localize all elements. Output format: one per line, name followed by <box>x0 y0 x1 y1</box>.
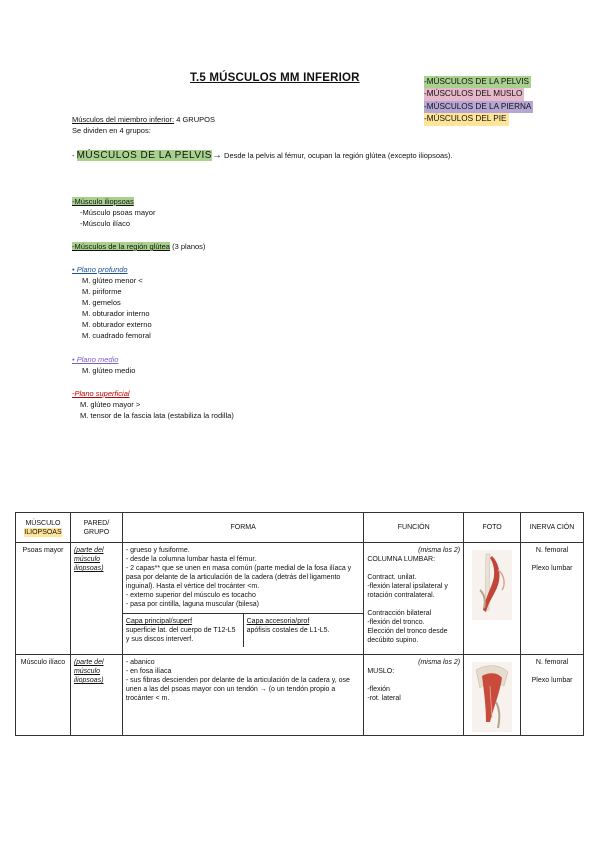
funcion-line <box>367 600 460 609</box>
header-musculo-label: MÚSCULO <box>25 519 61 527</box>
intro-line: Se dividen en 4 grupos: <box>72 126 151 135</box>
list-item: M. glúteo mayor > <box>80 400 141 409</box>
list-item: -Músculo ilíaco <box>80 219 131 228</box>
cell-forma <box>122 543 363 655</box>
cell-foto <box>464 655 521 736</box>
header-musculo-sub: ILIOPSOAS <box>24 528 62 536</box>
forma-line: - grueso y fusiforme. <box>125 547 190 554</box>
capa-principal <box>123 614 244 647</box>
glutea-tail: (3 planos) <box>169 242 206 251</box>
pelvis-description: Desde la pelvis al fémur, ocupan la región glútea (excepto iliopsoas). <box>224 151 453 160</box>
plano-profundo <box>72 264 152 341</box>
list-item: M. tensor de la fascia lata (estabiliza la rodilla) <box>80 411 234 420</box>
legend-pierna: -MÚSCULOS DE LA PIERNA <box>424 101 533 113</box>
forma-line: - sus fibras descienden por delante de la articulación de la cadera y, ose unen a las del psoas mayor con un tendón → (o un tendón propio a trocánter < m. <box>125 677 350 702</box>
forma-line: - en fosa ilíaca <box>125 668 172 675</box>
forma-line: - 2 capas** que se unen en masa común (parte medial de la fosa ilíaca y pasa por delante de la articulación de la cadera (detrás del ligamento inguinal). Hasta el vértice del trocánter <m. <box>125 565 352 590</box>
inervacion-line <box>524 667 580 676</box>
funcion-line <box>367 676 460 685</box>
cell-forma <box>122 655 363 736</box>
plano-profundo-label: • Plano profundo <box>72 265 128 274</box>
arrow-icon: → <box>211 150 222 161</box>
capa-accesoria-text: apófisis costales de L1-L5. <box>246 627 330 634</box>
cell-inervacion <box>521 543 584 655</box>
inervacion-line: Plexo lumbar <box>531 565 573 572</box>
cell-funcion <box>364 543 464 655</box>
iliopsoas-section <box>72 196 155 229</box>
inervacion-line: Plexo lumbar <box>531 677 573 684</box>
plano-superficial <box>72 388 234 421</box>
forma-line: - desde la columna lumbar hasta el fémur. <box>125 556 257 563</box>
table-header-row <box>16 513 584 543</box>
list-item: M. obturador externo <box>82 320 152 329</box>
pelvis-section-line <box>72 150 453 161</box>
forma-line: - abanico <box>125 659 155 666</box>
muscles-table <box>15 512 584 736</box>
funcion-line: -rot. lateral <box>367 695 401 702</box>
capa-principal-title: Capa principal/superf <box>125 618 193 625</box>
cell-funcion <box>364 655 464 736</box>
color-legend <box>424 76 533 126</box>
funcion-line: -flexión del tronco. <box>367 619 425 626</box>
header-musculo <box>16 513 71 543</box>
inervacion-line: N. femoral <box>535 659 569 666</box>
capa-principal-text: superficie lat. del cuerpo de T12-L5 y sus discos interverf. <box>125 627 236 643</box>
intro <box>72 114 215 136</box>
funcion-line <box>367 564 460 573</box>
header-inervacion: INERVA CIÓN <box>521 513 584 543</box>
list-item: M. glúteo menor < <box>82 276 143 285</box>
cell-grupo: (parte del músculo iliopsoas) <box>70 655 122 736</box>
list-item: M. glúteo medio <box>82 366 136 375</box>
intro-heading: Músculos del miembro inferior: <box>72 115 175 124</box>
iliaco-anatomy-image <box>472 662 512 732</box>
list-item: M. gemelos <box>82 298 121 307</box>
cell-inervacion <box>521 655 584 736</box>
funcion-line: MUSLO: <box>367 668 395 675</box>
plano-medio-label: • Plano medio <box>72 355 119 364</box>
funcion-line: -flexión lateral ipsilateral y rotación contralateral. <box>367 583 448 599</box>
legend-pelvis: -MÚSCULOS DE LA PELVIS <box>424 76 531 88</box>
glutea-heading: -Músculos de la región glútea <box>72 242 170 251</box>
funcion-line: COLUMNA LUMBAR: <box>367 556 436 563</box>
list-item: -Músculo psoas mayor <box>80 208 156 217</box>
header-foto: FOTO <box>464 513 521 543</box>
header-funcion: FUNCIÓN <box>364 513 464 543</box>
cell-musculo: Músculo ilíaco <box>16 655 71 736</box>
intro-heading-tail: 4 GRUPOS <box>174 115 215 124</box>
cell-foto <box>464 543 521 655</box>
funcion-line: Contract. unilat. <box>367 574 417 581</box>
cell-grupo: (parte del músculo iliopsoas) <box>70 543 122 655</box>
funcion-line: Contracción bilateral <box>367 610 432 617</box>
forma-line: - externo superior del músculo es tocacho <box>125 592 256 599</box>
plano-superficial-label: -Plano superficial <box>72 389 130 398</box>
capa-accesoria <box>244 614 364 647</box>
table-row <box>16 655 584 736</box>
inervacion-line: N. femoral <box>535 547 569 554</box>
list-item: M. piriforme <box>82 287 122 296</box>
funcion-note: (misma los 2) <box>418 547 461 554</box>
forma-line: - pasa por cintilla, laguna muscular (bilesa) <box>125 601 259 608</box>
cell-musculo: Psoas mayor <box>16 543 71 655</box>
header-forma: FORMA <box>122 513 363 543</box>
capa-accesoria-title: Capa accesoria/prof <box>246 618 310 625</box>
plano-medio <box>72 354 135 376</box>
list-item: M. cuadrado femoral <box>82 331 151 340</box>
glutea-heading-line <box>72 241 205 252</box>
funcion-line: -flexión <box>367 686 390 693</box>
funcion-note: (misma los 2) <box>418 659 461 666</box>
iliopsoas-heading: -Músculo iliopsoas <box>72 197 134 206</box>
inervacion-line <box>524 555 580 564</box>
table-row <box>16 543 584 655</box>
psoas-anatomy-image <box>472 550 512 620</box>
pelvis-label: MÚSCULOS DE LA PELVIS <box>76 150 212 161</box>
capas-subtable <box>123 613 363 647</box>
list-item: M. obturador interno <box>82 309 150 318</box>
header-pared: PARED/ GRUPO <box>70 513 122 543</box>
legend-muslo: -MÚSCULOS DEL MUSLO <box>424 88 524 100</box>
page-title: T.5 MÚSCULOS MM INFERIOR <box>190 72 360 84</box>
pelvis-prefix: - <box>72 151 77 160</box>
funcion-line: Elección del tronco desde decúbito supino. <box>367 628 448 644</box>
legend-pie: -MÚSCULOS DEL PIE <box>424 113 509 125</box>
